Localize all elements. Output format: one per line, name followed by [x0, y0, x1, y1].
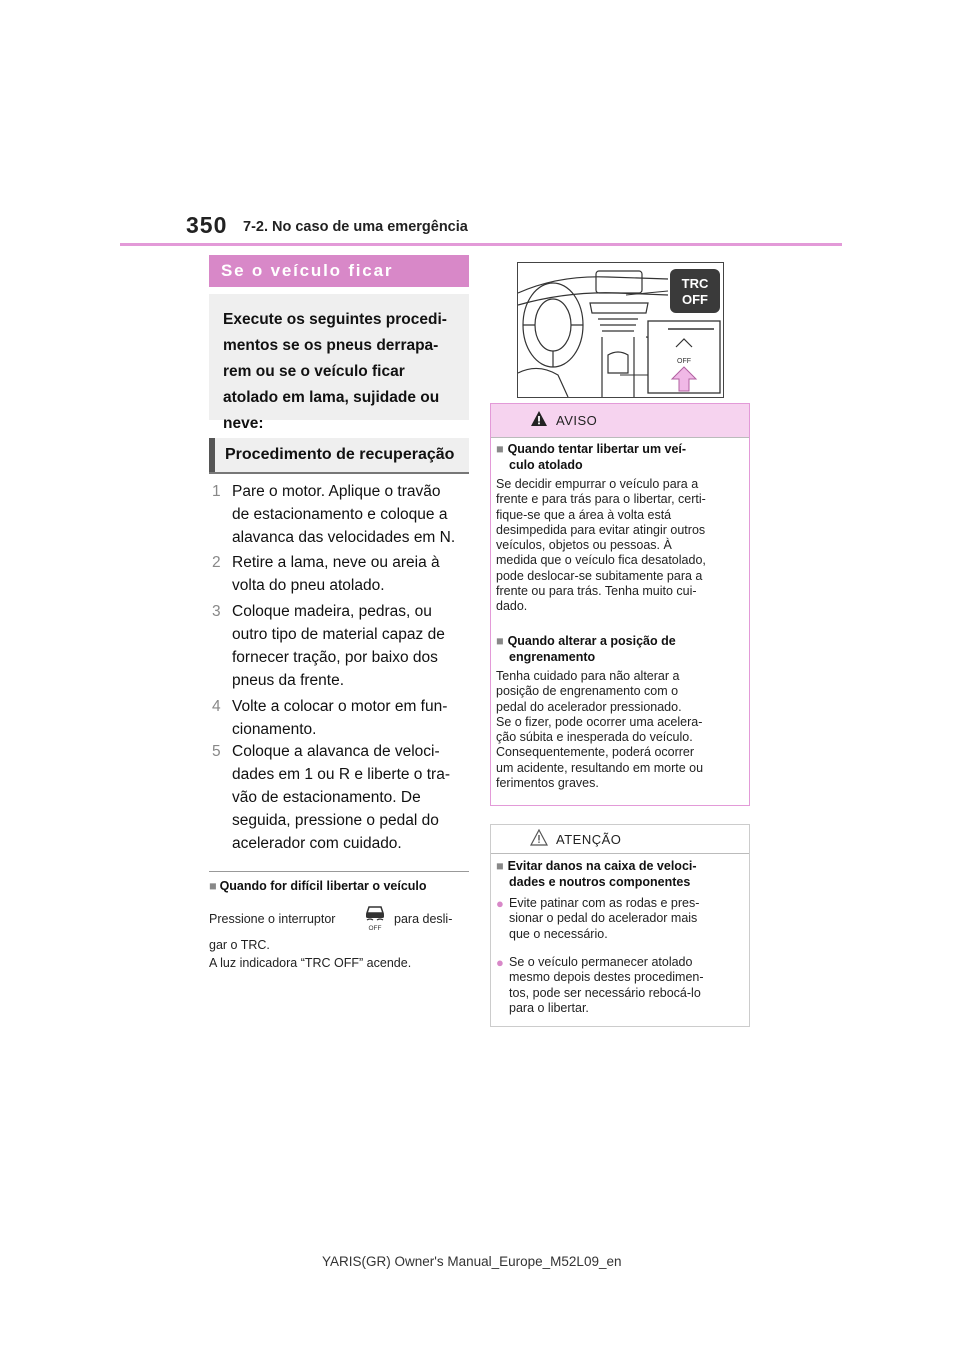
note-line: [394, 911, 452, 927]
step-line: de estacionamento e coloque a: [232, 506, 448, 523]
step-line: pneus da frente.: [232, 672, 345, 689]
dashboard-illustration: [517, 262, 724, 398]
warning-item-heading: [496, 441, 746, 473]
trc-off-switch-icon: [364, 902, 386, 932]
warning-item-body: [496, 477, 746, 615]
bullet-line: que o necessário.: [509, 926, 608, 941]
step-line: Pare o motor. Aplique o travão: [232, 483, 441, 500]
dashboard-drawing: [518, 263, 723, 397]
header-rule: [120, 243, 842, 246]
body-line: pode deslocar-se subitamente para a: [496, 568, 703, 583]
caution-heading-line: Evitar danos na caixa de veloci-: [507, 859, 697, 873]
warning-item-heading-line: culo atolado: [509, 458, 583, 472]
step-item: [212, 551, 474, 597]
caution-triangle-icon: [530, 829, 548, 846]
step-line: Retire a lama, neve ou areia à: [232, 554, 440, 571]
step-line: acelerador com cuidado.: [232, 835, 402, 852]
step-line: Coloque a alavanca de veloci-: [232, 743, 440, 760]
step-line: outro tipo de material capaz de: [232, 626, 445, 643]
intro-box: [209, 294, 469, 432]
body-line: um acidente, resultando em morte ou: [496, 760, 704, 775]
bullet-line: tos, pode ser necessário rebocá-lo: [509, 985, 701, 1000]
intro-line: mentos se os pneus derrapa-: [223, 337, 439, 354]
step-line: Coloque madeira, pedras, ou: [232, 603, 432, 620]
warning-item-heading-line: Quando tentar libertar um veí-: [507, 442, 687, 456]
caution-heading-line: dades e noutros componentes: [509, 875, 691, 889]
intro-line: neve:: [223, 415, 264, 432]
body-line: frente ou para trás. Tenha muito cui-: [496, 584, 697, 599]
warning-triangle-icon: [530, 410, 548, 427]
step-number: 4: [212, 698, 221, 715]
step-line: Volte a colocar o motor em fun-: [232, 698, 448, 715]
body-line: ferimentos graves.: [496, 776, 599, 791]
body-line: Consequentemente, poderá ocorrer: [496, 745, 695, 760]
step-number: 3: [212, 603, 221, 620]
body-line: posição de engrenamento com o: [496, 684, 679, 699]
body-line: veículos, objetos ou pessoas. À: [496, 538, 672, 553]
procedure-heading: Procedimento de recuperação: [209, 438, 469, 472]
body-line: Tenha cuidado para não alterar a: [496, 669, 680, 683]
step-item: [212, 480, 474, 549]
note-line: [209, 911, 335, 927]
trc-badge-line2: OFF: [682, 292, 708, 307]
trc-switch-off-text: OFF: [368, 925, 382, 932]
switch-off-label: OFF: [677, 358, 691, 365]
footer-text: YARIS(GR) Owner's Manual_Europe_M52L09_en: [322, 1254, 622, 1269]
bullet-line: para o libertar.: [509, 1000, 589, 1015]
caution-marker: ■: [496, 859, 504, 873]
body-line: ção súbita e inesperada do veículo.: [496, 730, 693, 745]
note-text: para desli-: [394, 912, 453, 926]
note-marker: ■: [209, 879, 217, 893]
step-item: [212, 695, 474, 741]
bullet-line: mesmo depois destes procedimen-: [509, 970, 704, 985]
note-heading: [209, 879, 427, 893]
warning-item-body: [496, 669, 746, 791]
bullet-marker: ●: [496, 955, 504, 970]
main-heading: Se o veículo ficar: [209, 255, 469, 287]
step-line: cionamento.: [232, 721, 317, 738]
warning-item-heading-line: Quando alterar a posição de: [507, 634, 676, 648]
page-number: 350: [186, 212, 228, 238]
note-line: gar o TRC.: [209, 938, 270, 952]
body-line: frente e para trás para o libertar, certi-: [496, 492, 706, 507]
step-line: vão de estacionamento. De: [232, 789, 421, 806]
bullet-marker: ●: [496, 896, 504, 911]
note-heading-text: Quando for difícil libertar o veículo: [219, 879, 427, 893]
note-text: Pressione o interruptor: [209, 912, 336, 926]
body-line: pedal do acelerador pressionado.: [496, 699, 682, 714]
section-title: 7-2. No caso de uma emergência: [243, 219, 468, 235]
warning-item-marker: ■: [496, 442, 504, 456]
warning-header-rule: [491, 437, 749, 438]
step-line: volta do pneu atolado.: [232, 577, 385, 594]
body-line: Se o fizer, pode ocorrer uma acelera-: [496, 714, 703, 729]
step-line: seguida, pressione o pedal do: [232, 812, 439, 829]
caution-bullet: [496, 896, 746, 942]
step-line: fornecer tração, por baixo dos: [232, 649, 438, 666]
bullet-line: Se o veículo permanecer atolado: [509, 955, 693, 969]
body-line: desimpedida para evitar atingir outros: [496, 522, 706, 537]
intro-line: Execute os seguintes procedi-: [223, 311, 447, 328]
caution-bullet: [496, 955, 746, 1016]
body-line: fique-se que a área à volta está: [496, 507, 672, 522]
trc-badge-line1: TRC: [681, 276, 709, 291]
step-number: 1: [212, 483, 221, 500]
body-line: medida que o veículo fica desatolado,: [496, 553, 706, 568]
body-line: Se decidir empurrar o veículo para a: [496, 477, 699, 491]
warning-item-heading-line: engrenamento: [509, 650, 596, 664]
note-rule: [209, 871, 469, 872]
step-number: 5: [212, 743, 221, 760]
bullet-line: Evite patinar com as rodas e pres-: [509, 896, 700, 910]
intro-line: rem ou se o veículo ficar: [223, 363, 405, 380]
caution-title: ATENÇÃO: [556, 832, 622, 847]
bullet-line: sionar o pedal do acelerador mais: [509, 911, 698, 926]
step-line: dades em 1 ou R e liberte o tra-: [232, 766, 450, 783]
step-number: 2: [212, 554, 221, 571]
intro-line: atolado em lama, sujidade ou: [223, 389, 440, 406]
note-line: A luz indicadora “TRC OFF” acende.: [209, 956, 412, 970]
step-item: [212, 600, 474, 692]
warning-item-heading: [496, 633, 746, 665]
caution-header-rule: [491, 853, 749, 854]
caution-heading: [496, 858, 746, 890]
body-line: dado.: [496, 599, 528, 614]
warning-item-marker: ■: [496, 634, 504, 648]
procedure-heading-rule: [209, 472, 469, 474]
step-item: [212, 740, 474, 855]
step-line: alavanca das velocidades em N.: [232, 529, 456, 546]
warning-title: AVISO: [556, 413, 598, 428]
